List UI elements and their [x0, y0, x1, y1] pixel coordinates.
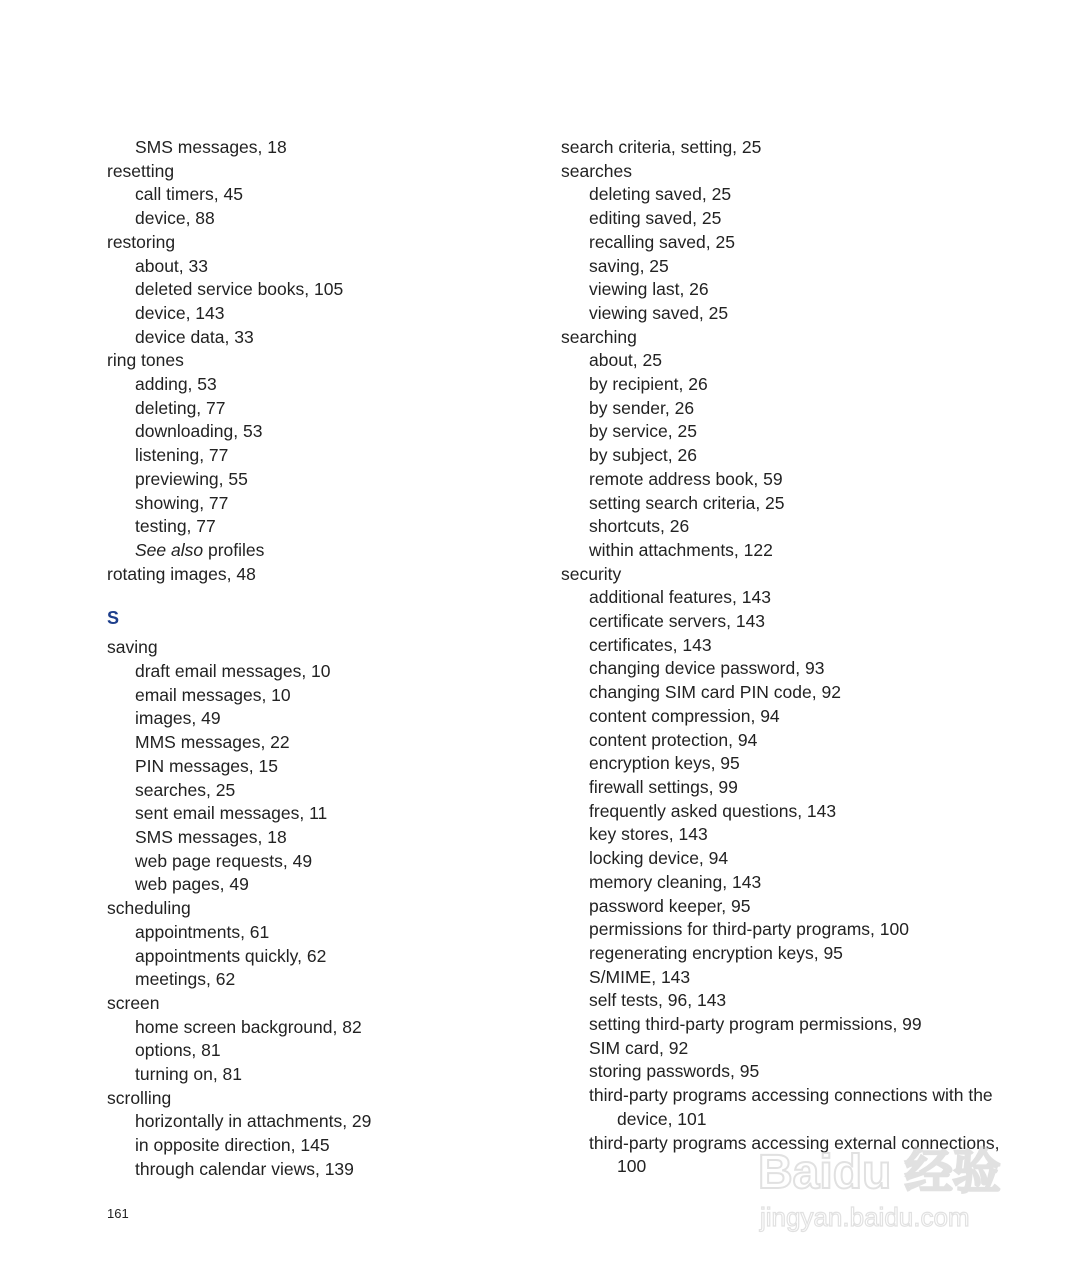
index-subentry: device, 143: [135, 302, 225, 323]
index-subentry: device data, 33: [135, 326, 254, 347]
index-subentry: editing saved, 25: [589, 208, 722, 229]
baidu-logo-icon: [756, 1128, 1006, 1238]
index-subentry: about, 33: [135, 255, 208, 276]
index-subentry: regenerating encryption keys, 95: [589, 942, 843, 963]
index-subentry: shortcuts, 26: [589, 516, 690, 537]
index-subentry: remote address book, 59: [589, 468, 783, 489]
page-number: 161: [107, 1206, 129, 1221]
index-entry: screen: [107, 992, 160, 1013]
index-subentry: options, 81: [135, 1040, 221, 1061]
index-subentry: viewing last, 26: [589, 279, 709, 300]
index-subentry: horizontally in attachments, 29: [135, 1111, 372, 1132]
index-subentry: content protection, 94: [589, 729, 758, 750]
see-also-label: See also: [135, 539, 204, 560]
index-subentry: call timers, 45: [135, 184, 243, 205]
index-subentry: by recipient, 26: [589, 374, 708, 395]
index-subentry: self tests, 96, 143: [589, 990, 727, 1011]
index-subentry: setting search criteria, 25: [589, 492, 785, 513]
index-subentry: appointments quickly, 62: [135, 945, 327, 966]
index-entry: scheduling: [107, 898, 191, 919]
watermark-url: jingyan.baidu.com: [760, 1202, 970, 1232]
index-subentry: changing SIM card PIN code, 92: [589, 682, 841, 703]
index-subentry: in opposite direction, 145: [135, 1135, 330, 1156]
index-subentry: deleting saved, 25: [589, 184, 732, 205]
index-subentry: listening, 77: [135, 445, 229, 466]
index-left-column: [107, 136, 527, 1182]
index-subentry: deleted service books, 105: [135, 279, 344, 300]
index-subentry: images, 49: [135, 708, 221, 729]
index-subentry: web page requests, 49: [135, 850, 313, 871]
index-subentry: third-party programs accessing connections with the device, 101: [589, 1085, 993, 1129]
index-subentry: home screen background, 82: [135, 1016, 362, 1037]
see-also-target: profiles: [203, 539, 265, 560]
index-entry: ring tones: [107, 350, 184, 371]
index-entry: restoring: [107, 231, 176, 252]
index-right-column: [561, 136, 1021, 1179]
index-subentry: within attachments, 122: [589, 539, 773, 560]
index-subentry: firewall settings, 99: [589, 776, 738, 797]
index-subentry: S/MIME, 143: [589, 966, 691, 987]
index-subentry: about, 25: [589, 350, 662, 371]
index-subentry: locking device, 94: [589, 848, 729, 869]
index-subentry: password keeper, 95: [589, 895, 751, 916]
index-subentry: content compression, 94: [589, 705, 780, 726]
index-entry: searches: [561, 160, 633, 181]
index-subentry: sent email messages, 11: [135, 803, 328, 824]
index-subentry: MMS messages, 22: [135, 732, 290, 753]
index-subentry: frequently asked questions, 143: [589, 800, 837, 821]
index-subentry: SMS messages, 18: [135, 826, 287, 847]
index-subentry: memory cleaning, 143: [589, 871, 762, 892]
index-entry: resetting: [107, 160, 175, 181]
index-entry: searching: [561, 326, 637, 347]
index-subentry: storing passwords, 95: [589, 1061, 760, 1082]
index-subentry: draft email messages, 10: [135, 661, 331, 682]
index-subentry: viewing saved, 25: [589, 302, 729, 323]
index-entry: security: [561, 563, 622, 584]
index-subentry: PIN messages, 15: [135, 755, 278, 776]
index-subentry: deleting, 77: [135, 397, 226, 418]
index-subentry: adding, 53: [135, 374, 217, 395]
index-subentry: SIM card, 92: [589, 1037, 689, 1058]
index-subentry: appointments, 61: [135, 921, 270, 942]
index-subentry: by subject, 26: [589, 445, 697, 466]
index-entry: saving: [107, 637, 158, 658]
index-subentry: recalling saved, 25: [589, 231, 735, 252]
index-subentry: [107, 539, 527, 563]
watermark-brand: Baidu 经验: [758, 1146, 1001, 1199]
index-subentry: turning on, 81: [135, 1064, 243, 1085]
index-subentry: meetings, 62: [135, 969, 236, 990]
baidu-jingyan-watermark: [756, 1128, 1006, 1238]
index-subentry: searches, 25: [135, 779, 236, 800]
index-subentry: certificate servers, 143: [589, 611, 766, 632]
index-subentry: SMS messages, 18: [135, 137, 287, 157]
index-subentry: device, 88: [135, 208, 215, 229]
index-subentry: downloading, 53: [135, 421, 263, 442]
index-subentry: testing, 77: [135, 516, 216, 537]
index-subentry: key stores, 143: [589, 824, 708, 845]
index-entry: search criteria, setting, 25: [561, 137, 762, 157]
index-entry: rotating images, 48: [107, 563, 256, 584]
index-subentry: by service, 25: [589, 421, 697, 442]
index-subentry: showing, 77: [135, 492, 229, 513]
section-letter-heading: S: [107, 608, 120, 629]
index-subentry: encryption keys, 95: [589, 753, 740, 774]
index-subentry: previewing, 55: [135, 468, 248, 489]
index-subentry: by sender, 26: [589, 397, 695, 418]
index-subentry: saving, 25: [589, 255, 669, 276]
index-subentry: email messages, 10: [135, 684, 291, 705]
index-subentry: through calendar views, 139: [135, 1158, 354, 1179]
index-entry: scrolling: [107, 1087, 172, 1108]
index-subentry: web pages, 49: [135, 874, 249, 895]
index-subentry: additional features, 143: [589, 587, 771, 608]
index-subentry: certificates, 143: [589, 634, 712, 655]
index-subentry: changing device password, 93: [589, 658, 825, 679]
index-subentry: third-party programs accessing external connections, 100: [589, 1132, 1000, 1177]
index-subentry: setting third-party program permissions, 99: [589, 1014, 922, 1035]
index-subentry: permissions for third-party programs, 100: [589, 919, 909, 940]
